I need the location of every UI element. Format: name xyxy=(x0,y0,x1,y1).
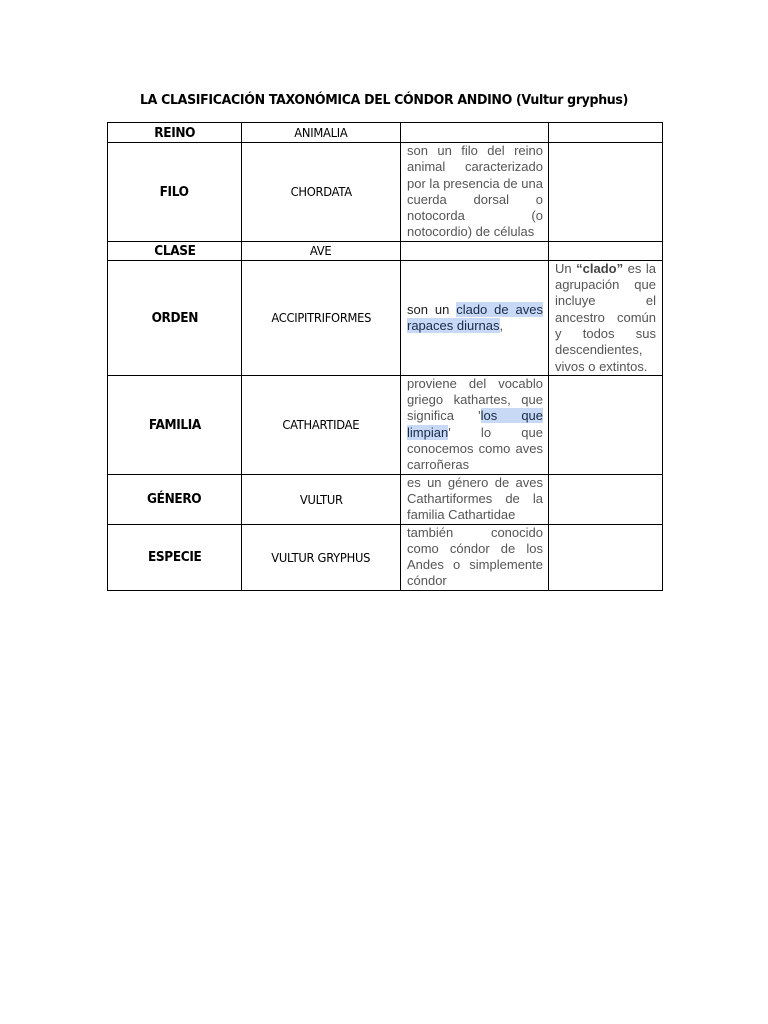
clado-note-start: Un xyxy=(555,260,577,276)
description-text xyxy=(407,376,543,474)
clado-note-text xyxy=(555,261,656,375)
rank-cell xyxy=(108,143,242,242)
value-cell xyxy=(242,241,401,260)
taxonomy-table xyxy=(107,122,663,591)
table-row-familia xyxy=(108,375,663,474)
description-cell xyxy=(401,241,549,260)
highlighted-text: clado de aves rapaces diurnas xyxy=(407,301,543,333)
value-cell xyxy=(242,143,401,242)
description-cell xyxy=(401,123,549,143)
table-row-filo xyxy=(108,143,663,242)
value-cell xyxy=(242,524,401,590)
description-text-start: son un xyxy=(407,301,457,317)
value-cell xyxy=(242,474,401,524)
description-text: son un filo del reino animal caracterizado por la presencia de una cuerda dorsal o notocorda (o notocordio) de células xyxy=(407,143,543,240)
rank-cell xyxy=(108,241,242,260)
rank-cell xyxy=(108,123,242,143)
taxon-value: AVE xyxy=(310,243,332,259)
note-cell xyxy=(549,375,663,474)
clado-note-end: es la agrupación que incluye el ancestro común y todos sus descendientes, vivos o extintos. xyxy=(555,260,656,374)
table-row-clase xyxy=(108,241,663,260)
rank-cell xyxy=(108,375,242,474)
description-cell xyxy=(401,375,549,474)
value-cell xyxy=(242,123,401,143)
description-text xyxy=(407,302,543,335)
note-cell xyxy=(549,474,663,524)
table-row-especie xyxy=(108,524,663,590)
table-row-genero xyxy=(108,474,663,524)
description-cell xyxy=(401,260,549,375)
rank-label: FILO xyxy=(159,183,190,200)
rank-cell xyxy=(108,474,242,524)
taxon-value: VULTUR xyxy=(299,491,343,507)
description-text: también conocido como cóndor de los Andes o simplemente cóndor xyxy=(407,524,543,589)
taxon-value: CATHARTIDAE xyxy=(282,417,360,433)
rank-label: ESPECIE xyxy=(147,549,202,566)
note-cell xyxy=(549,123,663,143)
clado-term: “clado” xyxy=(576,260,624,276)
note-cell xyxy=(549,524,663,590)
highlighted-text: los que limpian xyxy=(407,408,544,440)
description-text: es un género de aves Cathartiformes de la familia Cathartidae xyxy=(407,474,543,523)
description-text-end: , xyxy=(499,317,504,333)
value-cell xyxy=(242,375,401,474)
taxon-value: CHORDATA xyxy=(290,184,352,200)
rank-label: FAMILIA xyxy=(148,416,201,433)
clado-note-cell xyxy=(549,260,663,375)
rank-cell xyxy=(108,524,242,590)
description-cell xyxy=(401,524,549,590)
page-title: LA CLASIFICACIÓN TAXONÓMICA DEL CÓNDOR ANDINO (Vultur gryphus) xyxy=(140,92,628,108)
table-row-reino xyxy=(108,123,663,143)
rank-label: REINO xyxy=(154,124,195,141)
table-row-orden xyxy=(108,260,663,375)
taxon-value: ANIMALIA xyxy=(294,125,348,140)
taxon-value: ACCIPITRIFORMES xyxy=(271,310,371,326)
taxon-value: VULTUR GRYPHUS xyxy=(271,549,371,565)
rank-label: CLASE xyxy=(153,242,196,259)
description-cell xyxy=(401,474,549,524)
rank-cell xyxy=(108,260,242,375)
note-cell xyxy=(549,143,663,242)
description-text-start: proviene del vocablo griego kathartes, que significa ' xyxy=(407,375,543,424)
description-text-end: ' lo que conocemos como aves carroñeras xyxy=(407,424,543,473)
note-cell xyxy=(549,241,663,260)
description-cell xyxy=(401,143,549,242)
rank-label: ORDEN xyxy=(151,309,198,326)
rank-label: GÉNERO xyxy=(147,491,202,508)
value-cell xyxy=(242,260,401,375)
